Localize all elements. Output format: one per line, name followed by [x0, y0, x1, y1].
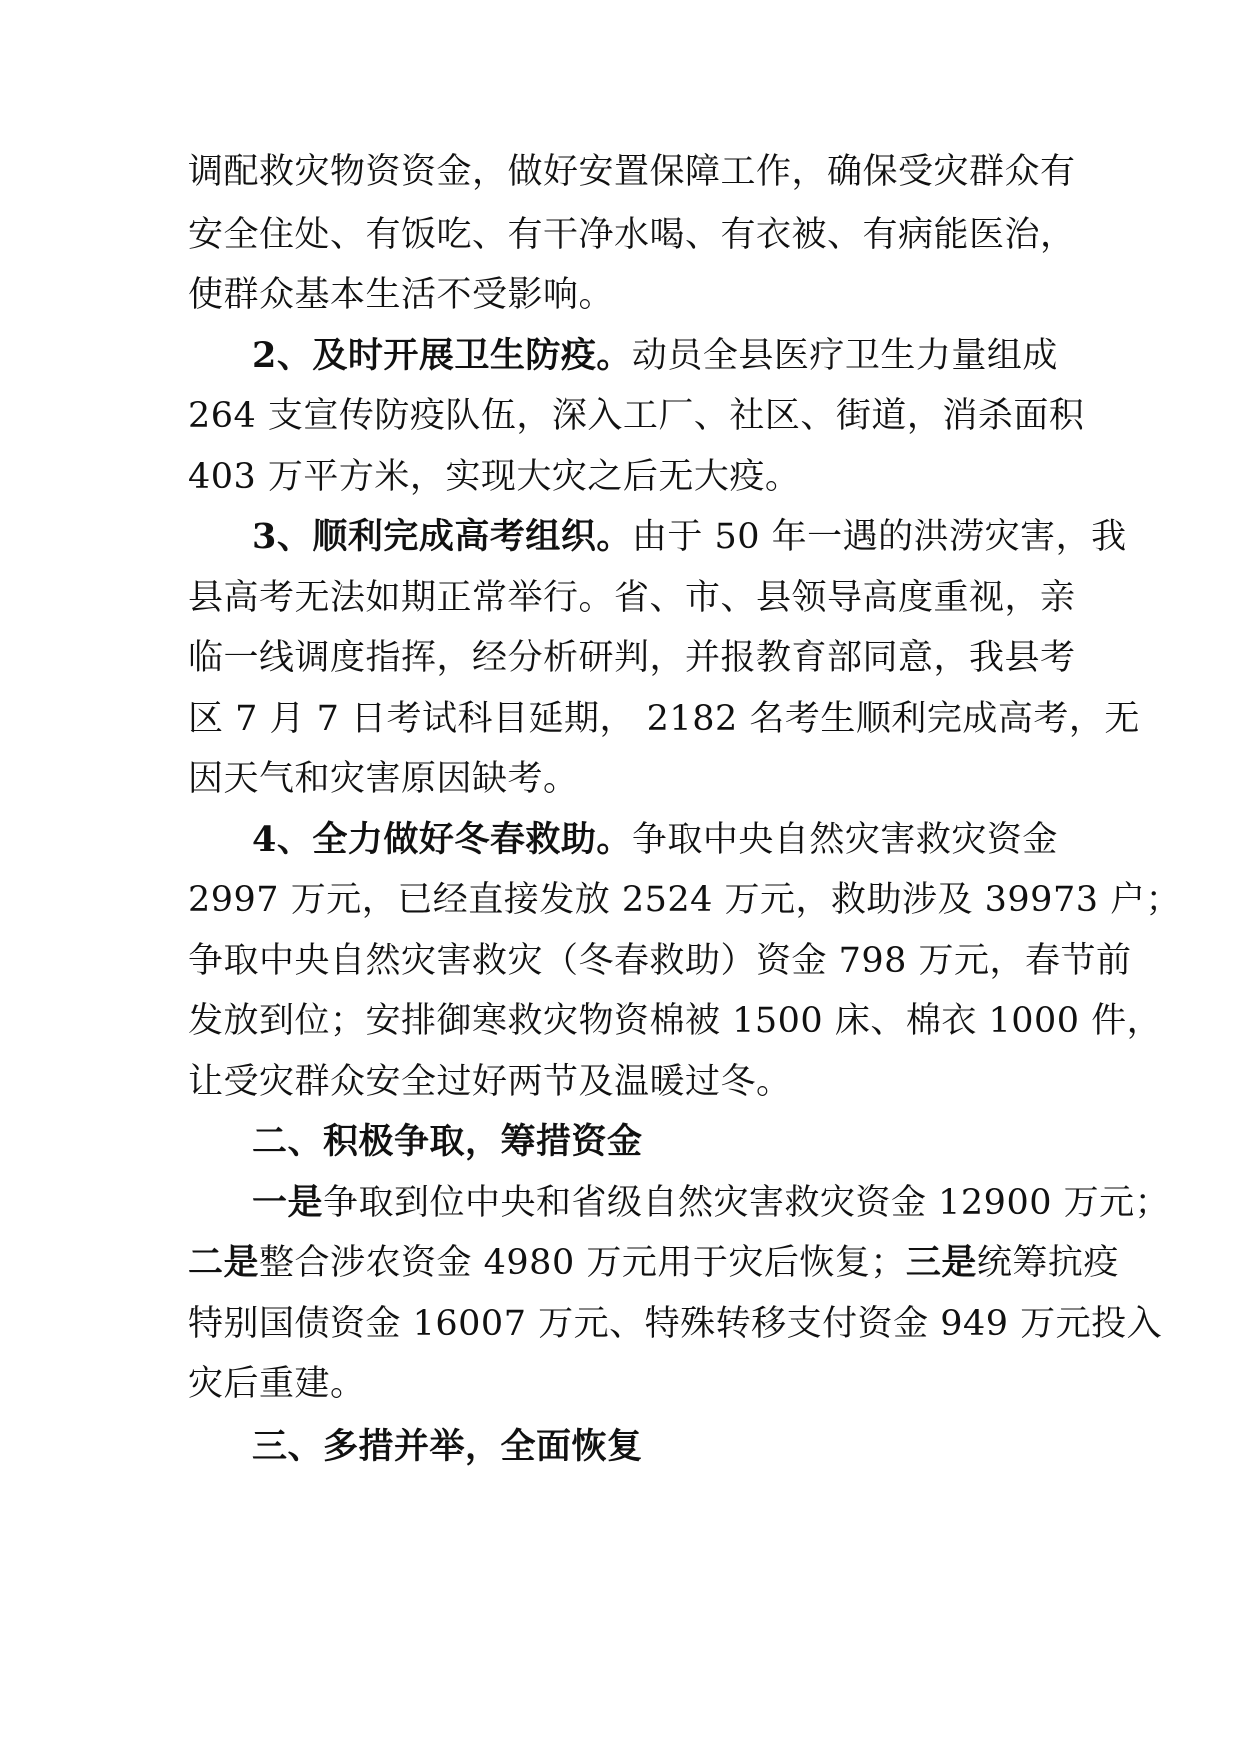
line-text: 灾后重建。 — [188, 1364, 366, 1404]
line-text: 403 万平方米，实现大灾之后无大疫。 — [188, 457, 801, 497]
text-line — [188, 392, 1084, 440]
text-line — [188, 997, 1162, 1045]
item-title: 4、全力做好冬春救助。 — [252, 819, 632, 860]
line-text: 由于 50 年一遇的洪涝灾害，我 — [631, 517, 1127, 557]
point-label: 一是 — [252, 1182, 324, 1223]
text-line — [252, 513, 1127, 561]
text-line — [188, 876, 1181, 924]
line-text: 让受灾群众安全过好两节及温暖过冬。 — [188, 1062, 792, 1102]
line-text: 2997 万元，已经直接发放 2524 万元，救助涉及 39973 户； — [188, 880, 1182, 920]
text-line — [188, 695, 1140, 743]
point-label: 二是 — [188, 1242, 260, 1283]
text-line — [252, 816, 1058, 864]
text-line — [188, 148, 1076, 196]
line-text: 整合涉农资金 4980 万元用于灾后恢复； — [259, 1243, 906, 1283]
line-text: 使群众基本生活不受影响。 — [188, 275, 615, 315]
line-text: 临一线调度指挥，经分析研判，并报教育部同意，我县考 — [188, 638, 1076, 678]
line-text: 统筹抗疫 — [976, 1243, 1119, 1283]
line-text: 264 支宣传防疫队伍，深入工厂、社区、街道，消杀面积 — [188, 396, 1085, 436]
text-line — [188, 1058, 792, 1106]
section-heading — [252, 1118, 643, 1166]
text-line — [188, 211, 1076, 259]
item-title: 3、顺利完成高考组织。 — [252, 516, 632, 557]
text-line — [188, 937, 1132, 985]
section-heading-text: 三、多措并举，全面恢复 — [252, 1427, 643, 1467]
text-line — [252, 1179, 1170, 1227]
text-line — [188, 574, 1076, 622]
text-line — [188, 634, 1076, 682]
line-text: 区 7 月 7 日考试科目延期， 2182 名考生顺利完成高考，无 — [188, 699, 1140, 739]
line-text: 调配救灾物资资金，做好安置保障工作，确保受灾群众有 — [188, 152, 1076, 192]
line-text: 争取中央自然灾害救灾（冬春救助）资金 798 万元，春节前 — [188, 941, 1132, 981]
point-label: 三是 — [905, 1242, 977, 1283]
line-text: 动员全县医疗卫生力量组成 — [631, 336, 1058, 376]
text-line — [252, 332, 1058, 380]
item-title: 2、及时开展卫生防疫。 — [252, 335, 632, 376]
text-line — [188, 1360, 366, 1408]
text-line — [188, 271, 614, 319]
text-line — [188, 453, 800, 501]
line-text: 特别国债资金 16007 万元、特殊转移支付资金 949 万元投入 — [188, 1304, 1163, 1344]
line-text: 因天气和灾害原因缺考。 — [188, 759, 579, 799]
line-text: 发放到位；安排御寒救灾物资棉被 1500 床、棉衣 1000 件， — [188, 1001, 1163, 1041]
line-text: 安全住处、有饭吃、有干净水喝、有衣被、有病能医治， — [188, 215, 1076, 255]
text-line — [188, 1239, 1119, 1287]
line-text: 争取到位中央和省级自然灾害救灾资金 12900 万元； — [323, 1183, 1171, 1223]
line-text: 争取中央自然灾害救灾资金 — [631, 820, 1058, 860]
section-heading-text: 二、积极争取，筹措资金 — [252, 1122, 643, 1162]
text-line — [188, 755, 579, 803]
text-line — [188, 1300, 1162, 1348]
section-heading — [252, 1423, 643, 1471]
line-text: 县高考无法如期正常举行。省、市、县领导高度重视，亲 — [188, 578, 1076, 618]
